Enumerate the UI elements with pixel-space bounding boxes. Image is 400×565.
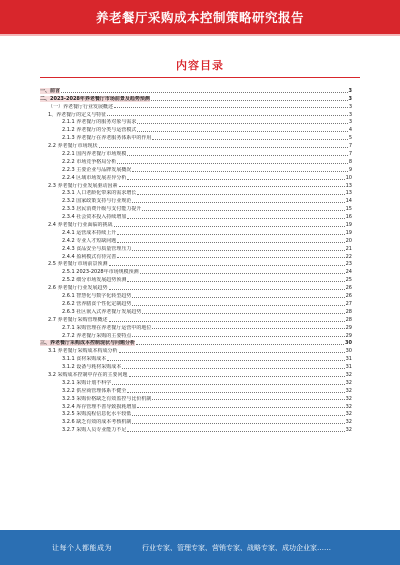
toc-entry-label: 3.2.3 采购价格缺乏有效监控与比价机制	[62, 395, 152, 402]
toc-entry[interactable]	[40, 291, 352, 299]
toc-dot-leader	[112, 384, 344, 385]
toc-page-number: 21	[345, 245, 352, 252]
toc-page-number: 10	[345, 174, 352, 181]
toc-page-number: 15	[345, 206, 352, 213]
toc-dot-leader	[152, 139, 347, 140]
toc-entry[interactable]	[40, 394, 352, 402]
toc-entry-label: 3.2.1 采购计划不科学	[62, 379, 112, 386]
toc-dot-leader	[117, 163, 348, 164]
toc-entry-label: 2.7.2 养老餐厅采购的主要特点	[62, 332, 132, 339]
toc-entry-label: 2.6 养老餐厅行业发展趋势	[48, 285, 108, 292]
toc-entry[interactable]	[40, 125, 352, 133]
toc-entry[interactable]	[40, 236, 352, 244]
footer-banner	[0, 530, 400, 565]
toc-page-number: 31	[345, 364, 352, 371]
toc-entry[interactable]	[40, 102, 352, 110]
toc-page-number: 3	[348, 119, 352, 126]
toc-dot-leader	[137, 407, 344, 408]
toc-dot-leader	[132, 336, 344, 337]
toc-entry-label: 2.4 养老餐厅行业面临的挑战	[48, 222, 113, 229]
toc-entry[interactable]	[40, 189, 352, 197]
toc-entry[interactable]	[40, 283, 352, 291]
toc-entry-label: 三、养老餐厅采购成本控制现状与问题分析	[40, 340, 136, 347]
toc-page-number: 7	[348, 151, 352, 158]
toc-entry-label: 3.2.2 供应商管理体系不健全	[62, 387, 127, 394]
toc-entry[interactable]	[40, 378, 352, 386]
toc-dot-leader	[129, 376, 345, 377]
toc-dot-leader	[127, 218, 344, 219]
toc-dot-leader	[127, 281, 344, 282]
toc-entry[interactable]	[40, 410, 352, 418]
toc-dot-leader	[119, 352, 345, 353]
toc-entry-label: 一、前言	[40, 87, 61, 94]
toc-entry-label: 2.4.3 食品安全与质量管理压力	[62, 245, 132, 252]
toc-dot-leader	[137, 123, 347, 124]
toc-page-number: 26	[345, 285, 352, 292]
toc-entry-label: 3.2 采购成本控制中存在的主要问题	[48, 371, 128, 378]
toc-page-number: 32	[345, 427, 352, 434]
toc-dot-leader	[132, 171, 347, 172]
toc-entry[interactable]	[40, 157, 352, 165]
toc-entry[interactable]	[40, 244, 352, 252]
toc-entry-label: 2.6.1 智慧化与数字化转型趋势	[62, 293, 132, 300]
toc-entry-label: 3.2.7 采购人员专业能力不足	[62, 427, 127, 434]
toc-entry[interactable]	[40, 354, 352, 362]
toc-entry[interactable]	[40, 402, 352, 410]
toc-page-number: 4	[348, 127, 352, 134]
toc-entry[interactable]	[40, 339, 352, 347]
toc-entry-label: 2.3.3 居民消费升级与支付能力提升	[62, 206, 142, 213]
toc-entry[interactable]	[40, 386, 352, 394]
toc-entry-label: 2.2 养老餐厅市场现状	[48, 143, 98, 150]
toc-page-number: 20	[345, 237, 352, 244]
toc-entry-label: 2.7.1 采购管理在养老餐厅运营中的地位	[62, 324, 152, 331]
toc-dot-leader	[117, 257, 344, 258]
toc-page-number: 25	[345, 277, 352, 284]
toc-page-number: 26	[345, 293, 352, 300]
toc-dot-leader	[132, 415, 344, 416]
toc-page-number: 28	[345, 308, 352, 315]
toc-page-number: 23	[345, 261, 352, 268]
toc-dot-leader	[152, 328, 344, 329]
toc-entry-label: 2.1.1 养老餐厅的服务对象与需求	[62, 119, 137, 126]
toc-entry-label: 3.1.1 食材采购成本	[62, 356, 107, 363]
toc-dot-leader	[140, 273, 345, 274]
toc-page-number: 13	[345, 182, 352, 189]
toc-entry-label: 2.6.3 社区嵌入式养老餐厅发展趋势	[62, 308, 142, 315]
toc-page-number: 22	[345, 253, 352, 260]
toc-entry[interactable]	[40, 323, 352, 331]
header-accent-line	[0, 34, 400, 36]
toc-entry[interactable]	[40, 165, 352, 173]
toc-dot-leader	[152, 399, 344, 400]
toc-dot-leader	[127, 155, 347, 156]
toc-dot-leader	[109, 289, 345, 290]
toc-dot-leader	[109, 265, 345, 266]
toc-page-number: 8	[348, 158, 352, 165]
toc-entry[interactable]	[40, 133, 352, 141]
toc-entry[interactable]	[40, 346, 352, 354]
toc-entry-label: 2.1.3 养老餐厅在养老服务体系中的作用	[62, 135, 152, 142]
toc-entry[interactable]	[40, 331, 352, 339]
toc-dot-leader	[127, 179, 344, 180]
toc-entry[interactable]	[40, 141, 352, 149]
toc-page-number: 29	[345, 332, 352, 339]
toc-entry-label: 2.3.2 国家政策支持与行业规范	[62, 198, 132, 205]
toc-entry[interactable]	[40, 267, 352, 275]
toc-entry[interactable]	[40, 275, 352, 283]
toc-page-number: 13	[345, 190, 352, 197]
footer-slogan-left: 让每个人都能成为	[52, 544, 112, 552]
toc-entry-label: 2.4.4 盈利模式有待完善	[62, 253, 117, 260]
toc-entry[interactable]	[40, 315, 352, 323]
toc-page-number: 3	[348, 95, 352, 102]
toc-entry[interactable]	[40, 220, 352, 228]
toc-page-number: 32	[345, 411, 352, 418]
toc-divider	[40, 77, 360, 78]
report-title: 养老餐厅采购成本控制策略研究报告	[95, 10, 304, 25]
toc-dot-leader	[132, 305, 344, 306]
toc-entry-label: 2.2.2 市场竞争格局分析	[62, 158, 117, 165]
toc-page-number: 24	[345, 269, 352, 276]
table-of-contents	[40, 86, 352, 433]
toc-page-number: 32	[345, 379, 352, 386]
toc-entry[interactable]	[40, 149, 352, 157]
toc-entry-label: 2.5.2 细分市场发展趋势预测	[62, 277, 127, 284]
toc-page-number: 3	[348, 87, 352, 94]
toc-dot-leader	[119, 186, 345, 187]
toc-page-number: 32	[345, 403, 352, 410]
toc-page-number: 3	[348, 103, 352, 110]
toc-entry-label: 3.2.4 库存管理不善导致损耗增加	[62, 403, 137, 410]
toc-page-number: 28	[345, 316, 352, 323]
toc-entry[interactable]	[40, 260, 352, 268]
toc-page-number: 3	[348, 111, 352, 118]
toc-entry-label: 2.2.3 主要企业与品牌发展概况	[62, 166, 132, 173]
toc-page-number: 32	[345, 371, 352, 378]
toc-title: 内容目录	[176, 59, 224, 72]
toc-entry[interactable]	[40, 362, 352, 370]
toc-entry-label: 3.2.5 采购流程信息化水平较低	[62, 411, 132, 418]
toc-page-number: 32	[345, 395, 352, 402]
toc-dot-leader	[132, 202, 344, 203]
toc-entry-label: 1、养老餐厅的定义与特征	[48, 111, 107, 118]
toc-entry[interactable]	[40, 110, 352, 118]
toc-entry-label: 2.6.2 营养膳食个性化定制趋势	[62, 300, 132, 307]
toc-entry-label: 2.2.4 区域市场发展差异分析	[62, 174, 127, 181]
toc-entry[interactable]	[40, 196, 352, 204]
toc-dot-leader	[132, 297, 344, 298]
toc-entry-label: 3.1 养老餐厅采购成本构成分析	[48, 348, 118, 355]
toc-page-number: 7	[348, 143, 352, 150]
toc-entry[interactable]	[40, 118, 352, 126]
toc-dot-leader	[61, 92, 348, 93]
toc-dot-leader	[142, 210, 344, 211]
toc-dot-leader	[117, 242, 344, 243]
toc-dot-leader	[127, 431, 344, 432]
toc-entry-label: 2.5 养老餐厅市场前景预测	[48, 261, 108, 268]
toc-entry-label: 3.2.6 缺乏有效的成本考核机制	[62, 419, 132, 426]
toc-entry-label: 3.1.2 设备与耗材采购成本	[62, 364, 122, 371]
toc-dot-leader	[137, 194, 344, 195]
toc-entry[interactable]	[40, 173, 352, 181]
toc-page-number: 27	[345, 300, 352, 307]
toc-page-number: 9	[348, 166, 352, 173]
toc-dot-leader	[109, 321, 345, 322]
toc-dot-leader	[132, 423, 344, 424]
toc-dot-leader	[132, 250, 344, 251]
toc-entry[interactable]	[40, 370, 352, 378]
toc-entry-label: 2.4.2 专业人才短缺问题	[62, 237, 117, 244]
toc-entry-label: 2.3.4 社会资本投入持续增加	[62, 214, 127, 221]
toc-dot-leader	[114, 107, 348, 108]
toc-page-number: 32	[345, 419, 352, 426]
toc-page-number: 19	[345, 222, 352, 229]
toc-entry[interactable]	[40, 307, 352, 315]
toc-entry[interactable]	[40, 204, 352, 212]
toc-page-number: 5	[348, 135, 352, 142]
toc-dot-leader	[142, 313, 344, 314]
toc-dot-leader	[114, 226, 345, 227]
toc-dot-leader	[151, 100, 348, 101]
toc-entry[interactable]	[40, 252, 352, 260]
report-header	[0, 0, 400, 34]
toc-page-number: 30	[345, 340, 352, 347]
toc-page-number: 30	[345, 348, 352, 355]
toc-entry[interactable]	[40, 94, 352, 102]
toc-entry[interactable]	[40, 425, 352, 433]
toc-dot-leader	[137, 131, 347, 132]
toc-entry-label: 2.7 养老餐厅采购管理概述	[48, 316, 108, 323]
toc-page-number: 14	[345, 198, 352, 205]
toc-page-number: 32	[345, 387, 352, 394]
toc-dot-leader	[127, 392, 344, 393]
toc-page-number: 31	[345, 356, 352, 363]
toc-dot-leader	[107, 115, 348, 116]
toc-entry[interactable]	[40, 212, 352, 220]
toc-entry[interactable]	[40, 228, 352, 236]
toc-entry[interactable]	[40, 417, 352, 425]
toc-entry[interactable]	[40, 181, 352, 189]
toc-entry[interactable]	[40, 299, 352, 307]
toc-entry-label: 2.3.1 人口老龄化带来的需求增长	[62, 190, 137, 197]
toc-page-number: 19	[345, 229, 352, 236]
toc-entry-label: 2.3 养老餐厅行业发展驱动因素	[48, 182, 118, 189]
toc-dot-leader	[107, 360, 344, 361]
toc-page-number: 29	[345, 324, 352, 331]
toc-page-number: 16	[345, 214, 352, 221]
toc-entry-label: 二、2023-2028年养老餐厅市场前景及趋势预测	[40, 95, 150, 102]
toc-entry-label: 2.1.2 养老餐厅的分类与运营模式	[62, 127, 137, 134]
toc-entry-label: 2.2.1 国内养老餐厅市场规模	[62, 151, 127, 158]
toc-dot-leader	[136, 344, 344, 345]
toc-entry-label: （一）养老餐厅行业发展概述	[48, 103, 114, 110]
footer-slogan-right: 行业专家、管理专家、营销专家、战略专家、成功企业家……	[142, 544, 331, 552]
toc-dot-leader	[122, 368, 344, 369]
toc-dot-leader	[99, 147, 348, 148]
toc-entry-label: 2.5.1 2023-2028年市场规模预测	[62, 269, 139, 276]
toc-entry-label: 2.4.1 运营成本持续上升	[62, 229, 117, 236]
toc-entry[interactable]	[40, 86, 352, 94]
toc-dot-leader	[117, 234, 344, 235]
